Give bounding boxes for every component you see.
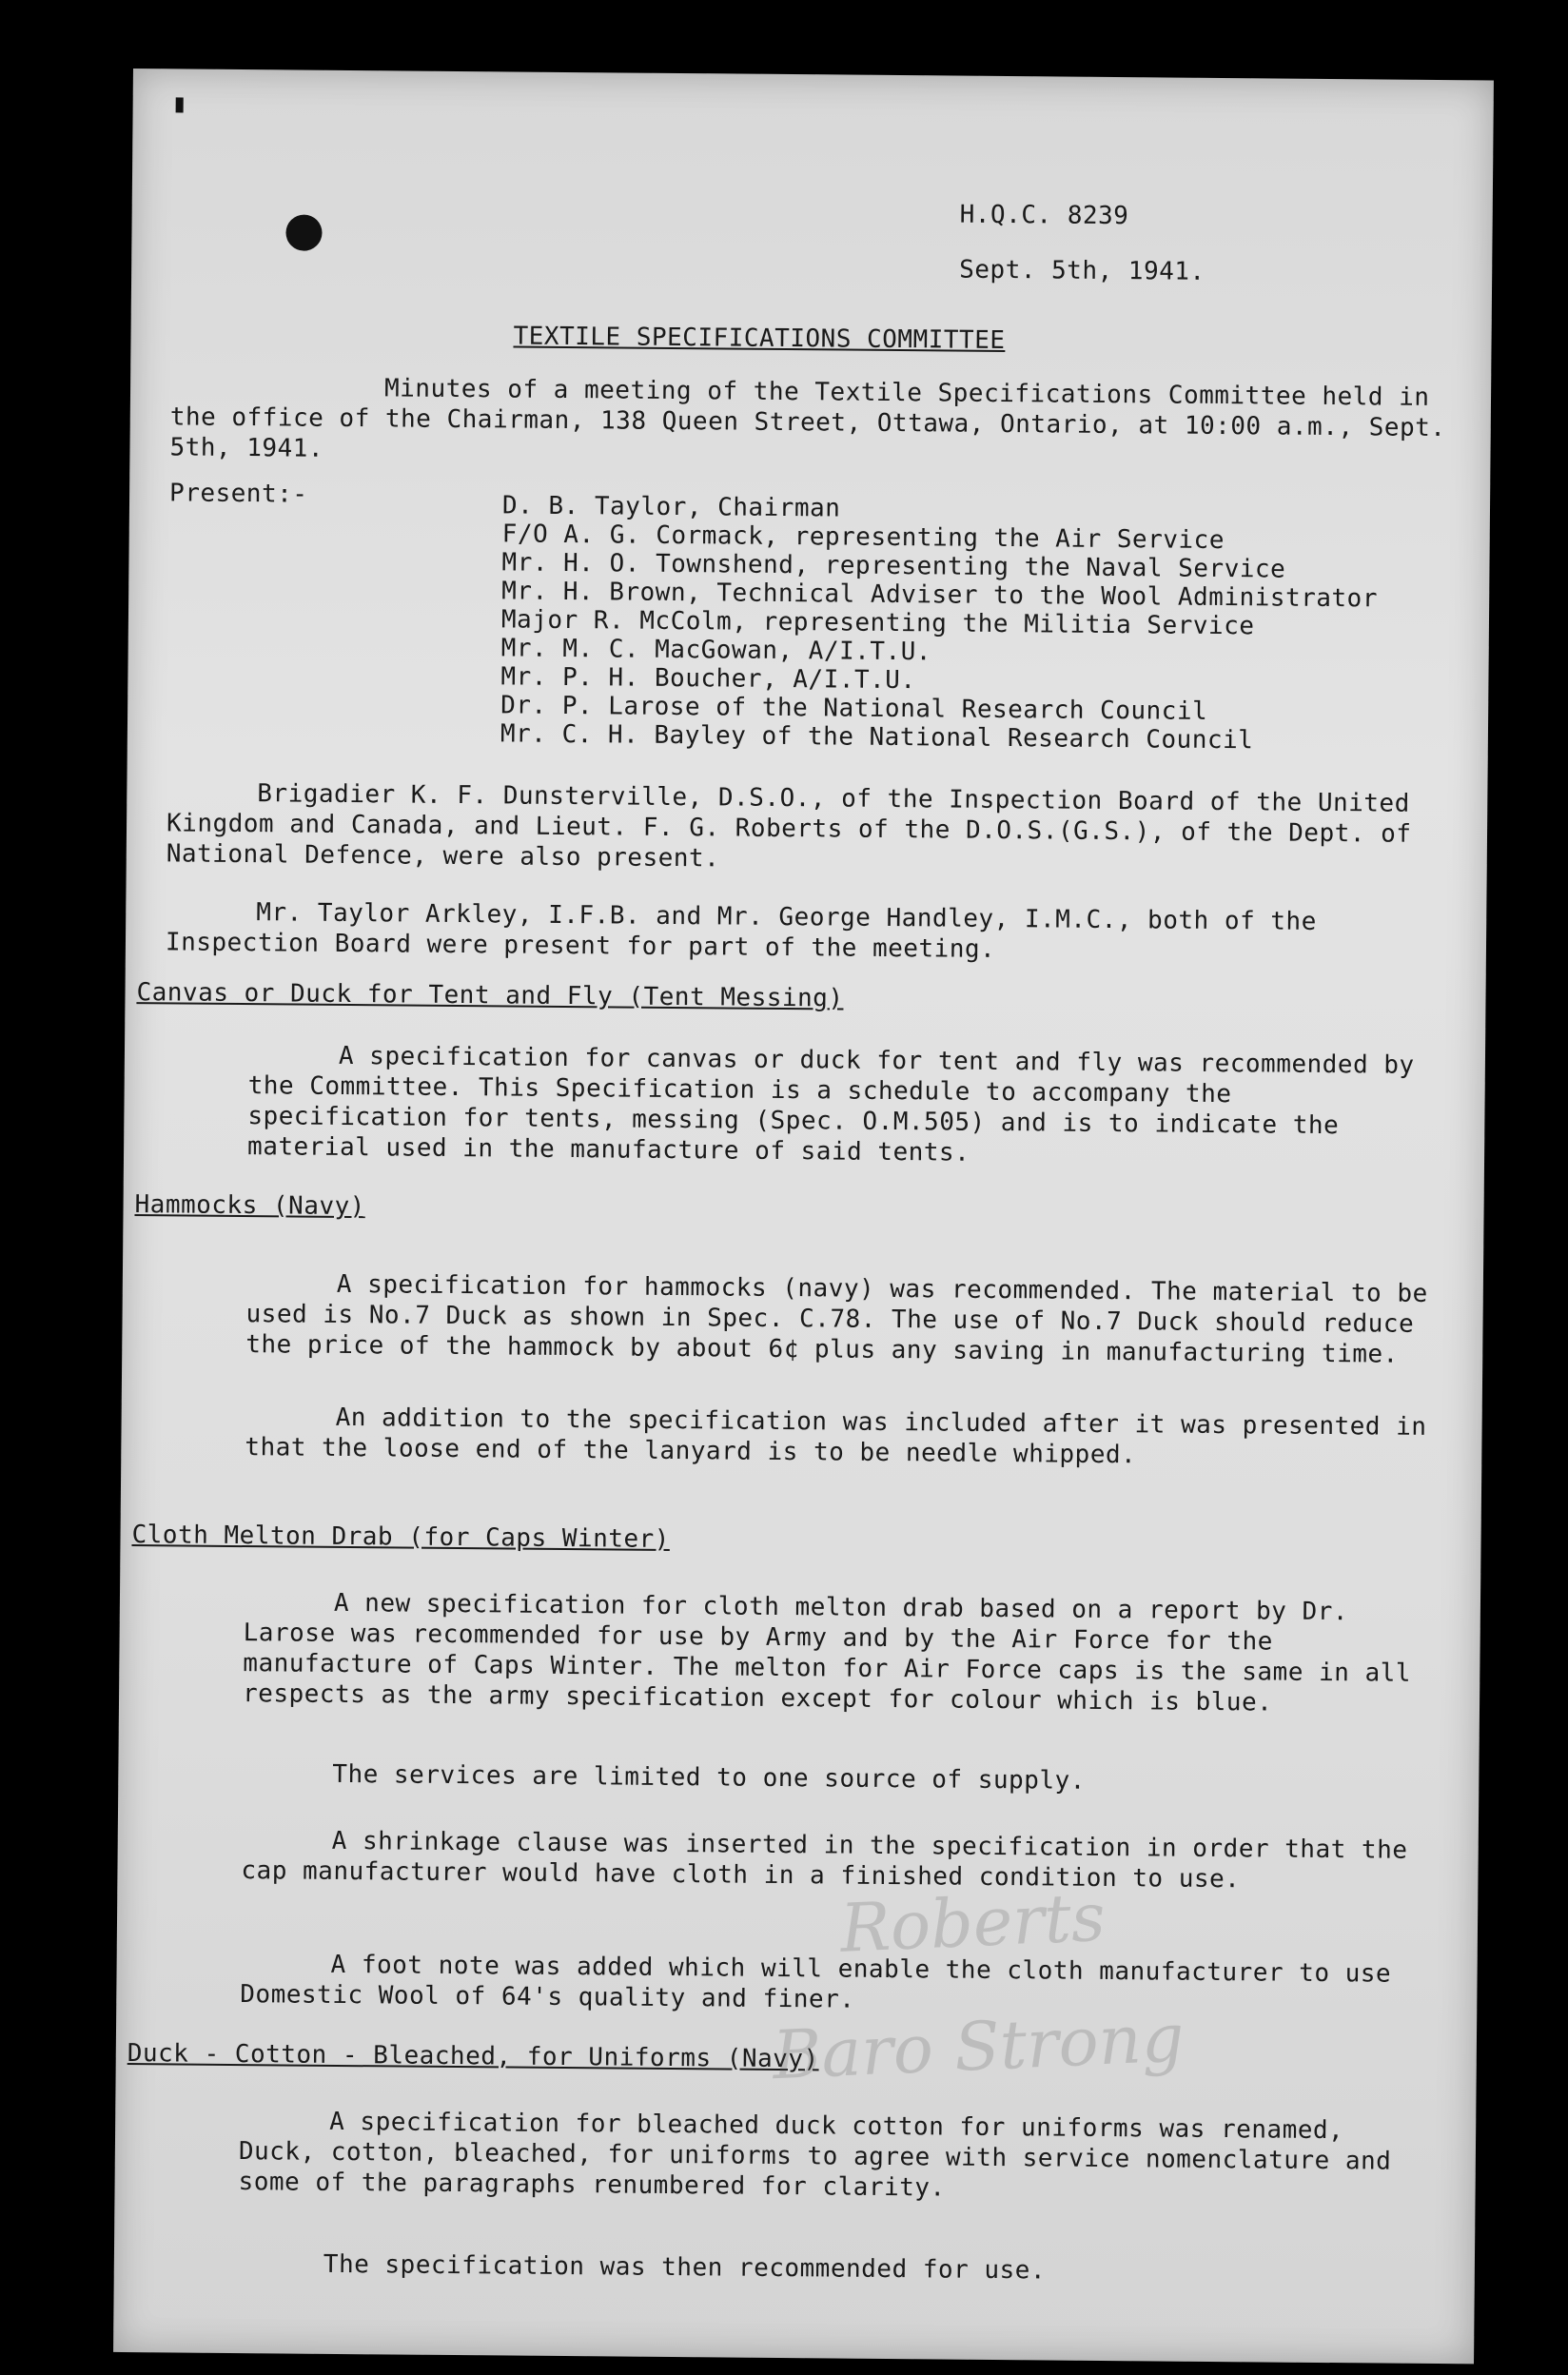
punch-hole bbox=[285, 214, 322, 250]
section-paragraph: A shrinkage clause was inserted in the specification in order that the cap manufacturer would have cloth in a finished condition to use. bbox=[241, 1826, 1408, 1894]
document-page bbox=[113, 69, 1494, 2364]
attendee-line: Dr. P. Larose of the National Research Council bbox=[500, 691, 1208, 726]
section-heading: Canvas or Duck for Tent and Fly (Tent Messing) bbox=[136, 978, 844, 1013]
faint-handwriting: Roberts bbox=[838, 1877, 1107, 1968]
section-paragraph: The specification was then recommended for use. bbox=[323, 2249, 1047, 2286]
section-paragraph: A specification for bleached duck cotton for uniforms was renamed, Duck, cotton, bleached, for uniforms to agree with service nomenclature and some of the paragraphs renumbered for clarity. bbox=[238, 2107, 1392, 2203]
intro-paragraph: Minutes of a meeting of the Textile Specifications Committee held in the office of the Chairman, 138 Queen Street, Ottawa, Ontario, at 10:00 a.m., Sept. 5th, 1941. bbox=[169, 374, 1446, 463]
corner-mark bbox=[176, 97, 184, 112]
attendee-line: Mr. C. H. Bayley of the National Research Council bbox=[500, 719, 1254, 756]
section-paragraph: An addition to the specification was included after it was presented in that the loose end of the lanyard is to be needle whipped. bbox=[245, 1403, 1427, 1470]
section-paragraph: A foot note was added which will enable the cloth manufacturer to use Domestic Wool of 64's quality and finer. bbox=[240, 1950, 1392, 2014]
attendee-line: Mr. H. O. Townshend, representing the Naval Service bbox=[501, 548, 1286, 584]
attendee-line: Major R. McColm, representing the Militia Service bbox=[500, 605, 1255, 641]
part-present-paragraph: Mr. Taylor Arkley, I.F.B. and Mr. George Handley, I.M.C., both of the Inspection Board were present for part of the meeting. bbox=[165, 898, 1317, 964]
section-paragraph: A new specification for cloth melton drab based on a report by Dr. Larose was recommended for use by Army and by the Air Force for the manufacture of Caps Winter. The melton for Air Force caps is the same in all respects as the army specification except for colour which is blue. bbox=[242, 1588, 1412, 1717]
attendee-line: Mr. H. Brown, Technical Adviser to the Wool Administrator bbox=[501, 577, 1379, 614]
attendee-line: Mr. P. H. Boucher, A/I.T.U. bbox=[500, 662, 916, 696]
section-paragraph: A specification for hammocks (navy) was recommended. The material to be used is No.7 Duck as shown in Spec. C.78. The use of No.7 Duck should reduce the price of the hammock by about 6¢ plus any saving in manufacturing time. bbox=[245, 1269, 1428, 1369]
reference-number: H.Q.C. 8239 bbox=[959, 200, 1129, 231]
section-heading: Duck - Cotton - Bleached, for Uniforms (Navy) bbox=[127, 2039, 819, 2074]
section-heading: Hammocks (Navy) bbox=[134, 1190, 366, 1222]
section-paragraph: A specification for canvas or duck for tent and fly was recommended by the Committee. This Specification is a schedule to accompany the specification for tents, messing (Spec. O.M.505) and is to indicate the material used in the manufacture of said tents. bbox=[246, 1041, 1415, 1168]
document-date: Sept. 5th, 1941. bbox=[959, 255, 1205, 286]
section-paragraph: The services are limited to one source of supply. bbox=[332, 1759, 1086, 1796]
attendee-line: D. B. Taylor, Chairman bbox=[501, 491, 841, 523]
document-title: TEXTILE SPECIFICATIONS COMMITTEE bbox=[513, 322, 1006, 356]
attendee-line: F/O A. G. Cormack, representing the Air Service bbox=[501, 520, 1225, 556]
also-present-paragraph: Brigadier K. F. Dunsterville, D.S.O., of the Inspection Board of the United Kingdom and Canada, and Lieut. F. G. Roberts of the D.O.S.(G.S.), of the Dept. of National Defence, were also present. bbox=[166, 779, 1412, 873]
section-heading: Cloth Melton Drab (for Caps Winter) bbox=[131, 1521, 671, 1554]
faint-handwriting: Baro Strong bbox=[771, 1998, 1186, 2095]
attendee-line: Mr. M. C. MacGowan, A/I.T.U. bbox=[500, 634, 932, 667]
present-label: Present:- bbox=[168, 479, 308, 509]
